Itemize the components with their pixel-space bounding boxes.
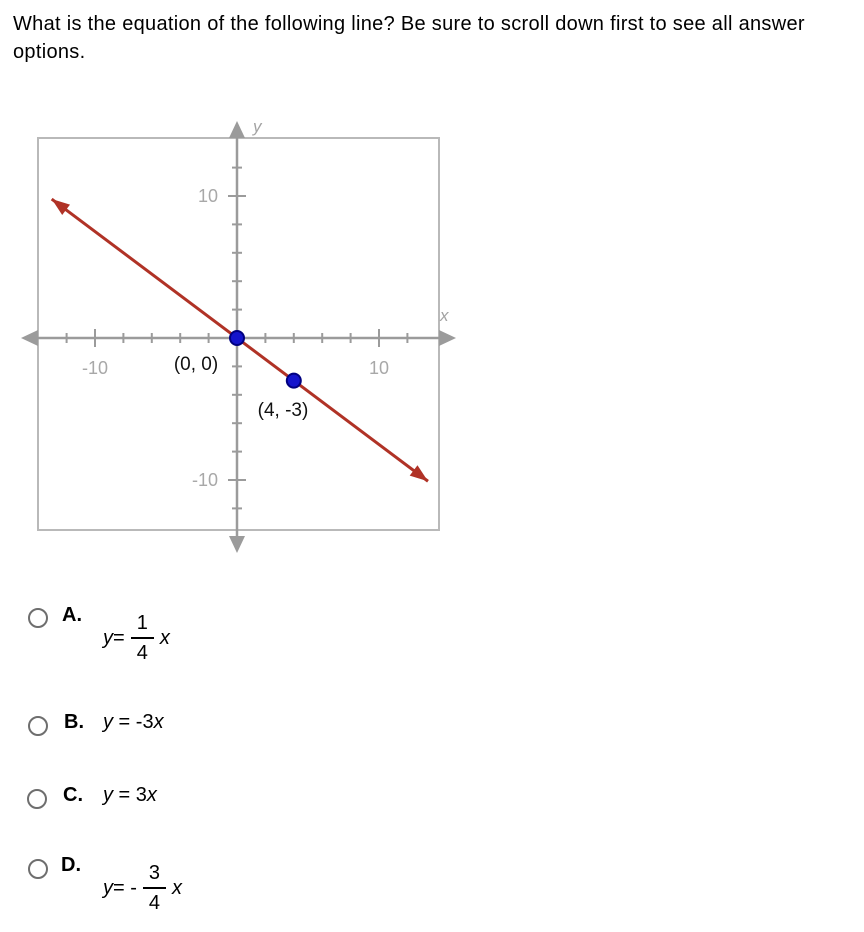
equation-relation: = bbox=[113, 711, 136, 733]
equation-relation: = bbox=[113, 784, 136, 806]
radio-button-option-d[interactable] bbox=[28, 859, 48, 879]
radio-button-option-c[interactable] bbox=[27, 789, 47, 809]
x-axis-label: x bbox=[440, 306, 449, 325]
option-b-equation bbox=[103, 711, 164, 734]
point-label-4-neg3: (4, -3) bbox=[257, 400, 309, 421]
option-c-equation bbox=[103, 784, 157, 807]
y-tick-label-neg10: -10 bbox=[191, 470, 218, 490]
fraction bbox=[131, 611, 154, 665]
answer-option-b[interactable] bbox=[20, 706, 280, 746]
equation-coefficient: 3 bbox=[135, 784, 147, 806]
answer-option-d[interactable] bbox=[20, 850, 280, 926]
equation-relation: = - bbox=[113, 876, 137, 899]
equation-variable-x: x bbox=[159, 626, 170, 649]
fraction-denominator: 4 bbox=[136, 642, 148, 664]
equation-variable-x: x bbox=[153, 711, 164, 733]
equation-relation: = bbox=[113, 626, 125, 649]
equation-variable-y: y bbox=[103, 784, 113, 806]
answer-option-c[interactable] bbox=[20, 780, 280, 820]
option-a-letter: A. bbox=[62, 604, 82, 626]
equation-variable-x: x bbox=[172, 876, 183, 899]
option-d-letter: D. bbox=[61, 854, 81, 876]
question-text: What is the equation of the following line? Be sure to scroll down first to see all answer options. bbox=[13, 13, 805, 63]
equation-variable-y: y bbox=[103, 876, 113, 899]
option-b-letter: B. bbox=[64, 711, 84, 733]
radio-button-option-a[interactable] bbox=[28, 608, 48, 628]
coordinate-graph bbox=[10, 112, 460, 562]
equation-variable-x: x bbox=[146, 784, 157, 806]
point-label-origin: (0, 0) bbox=[173, 354, 219, 375]
option-c-letter: C. bbox=[63, 784, 83, 806]
x-tick-label-neg10: -10 bbox=[81, 358, 109, 378]
fraction bbox=[143, 861, 166, 915]
x-tick-label-pos10: 10 bbox=[368, 358, 390, 378]
fraction-numerator: 3 bbox=[143, 861, 166, 889]
option-d-equation bbox=[103, 855, 182, 921]
y-axis-label: y bbox=[253, 117, 262, 136]
equation-variable-y: y bbox=[103, 626, 113, 649]
y-tick-label-pos10: 10 bbox=[197, 186, 218, 206]
fraction-denominator: 4 bbox=[148, 892, 161, 914]
fraction-numerator: 1 bbox=[131, 611, 154, 639]
answer-option-a[interactable] bbox=[20, 598, 280, 672]
option-a-equation bbox=[103, 605, 170, 671]
equation-variable-y: y bbox=[103, 711, 113, 733]
radio-button-option-b[interactable] bbox=[28, 716, 48, 736]
equation-coefficient: -3 bbox=[135, 711, 154, 733]
